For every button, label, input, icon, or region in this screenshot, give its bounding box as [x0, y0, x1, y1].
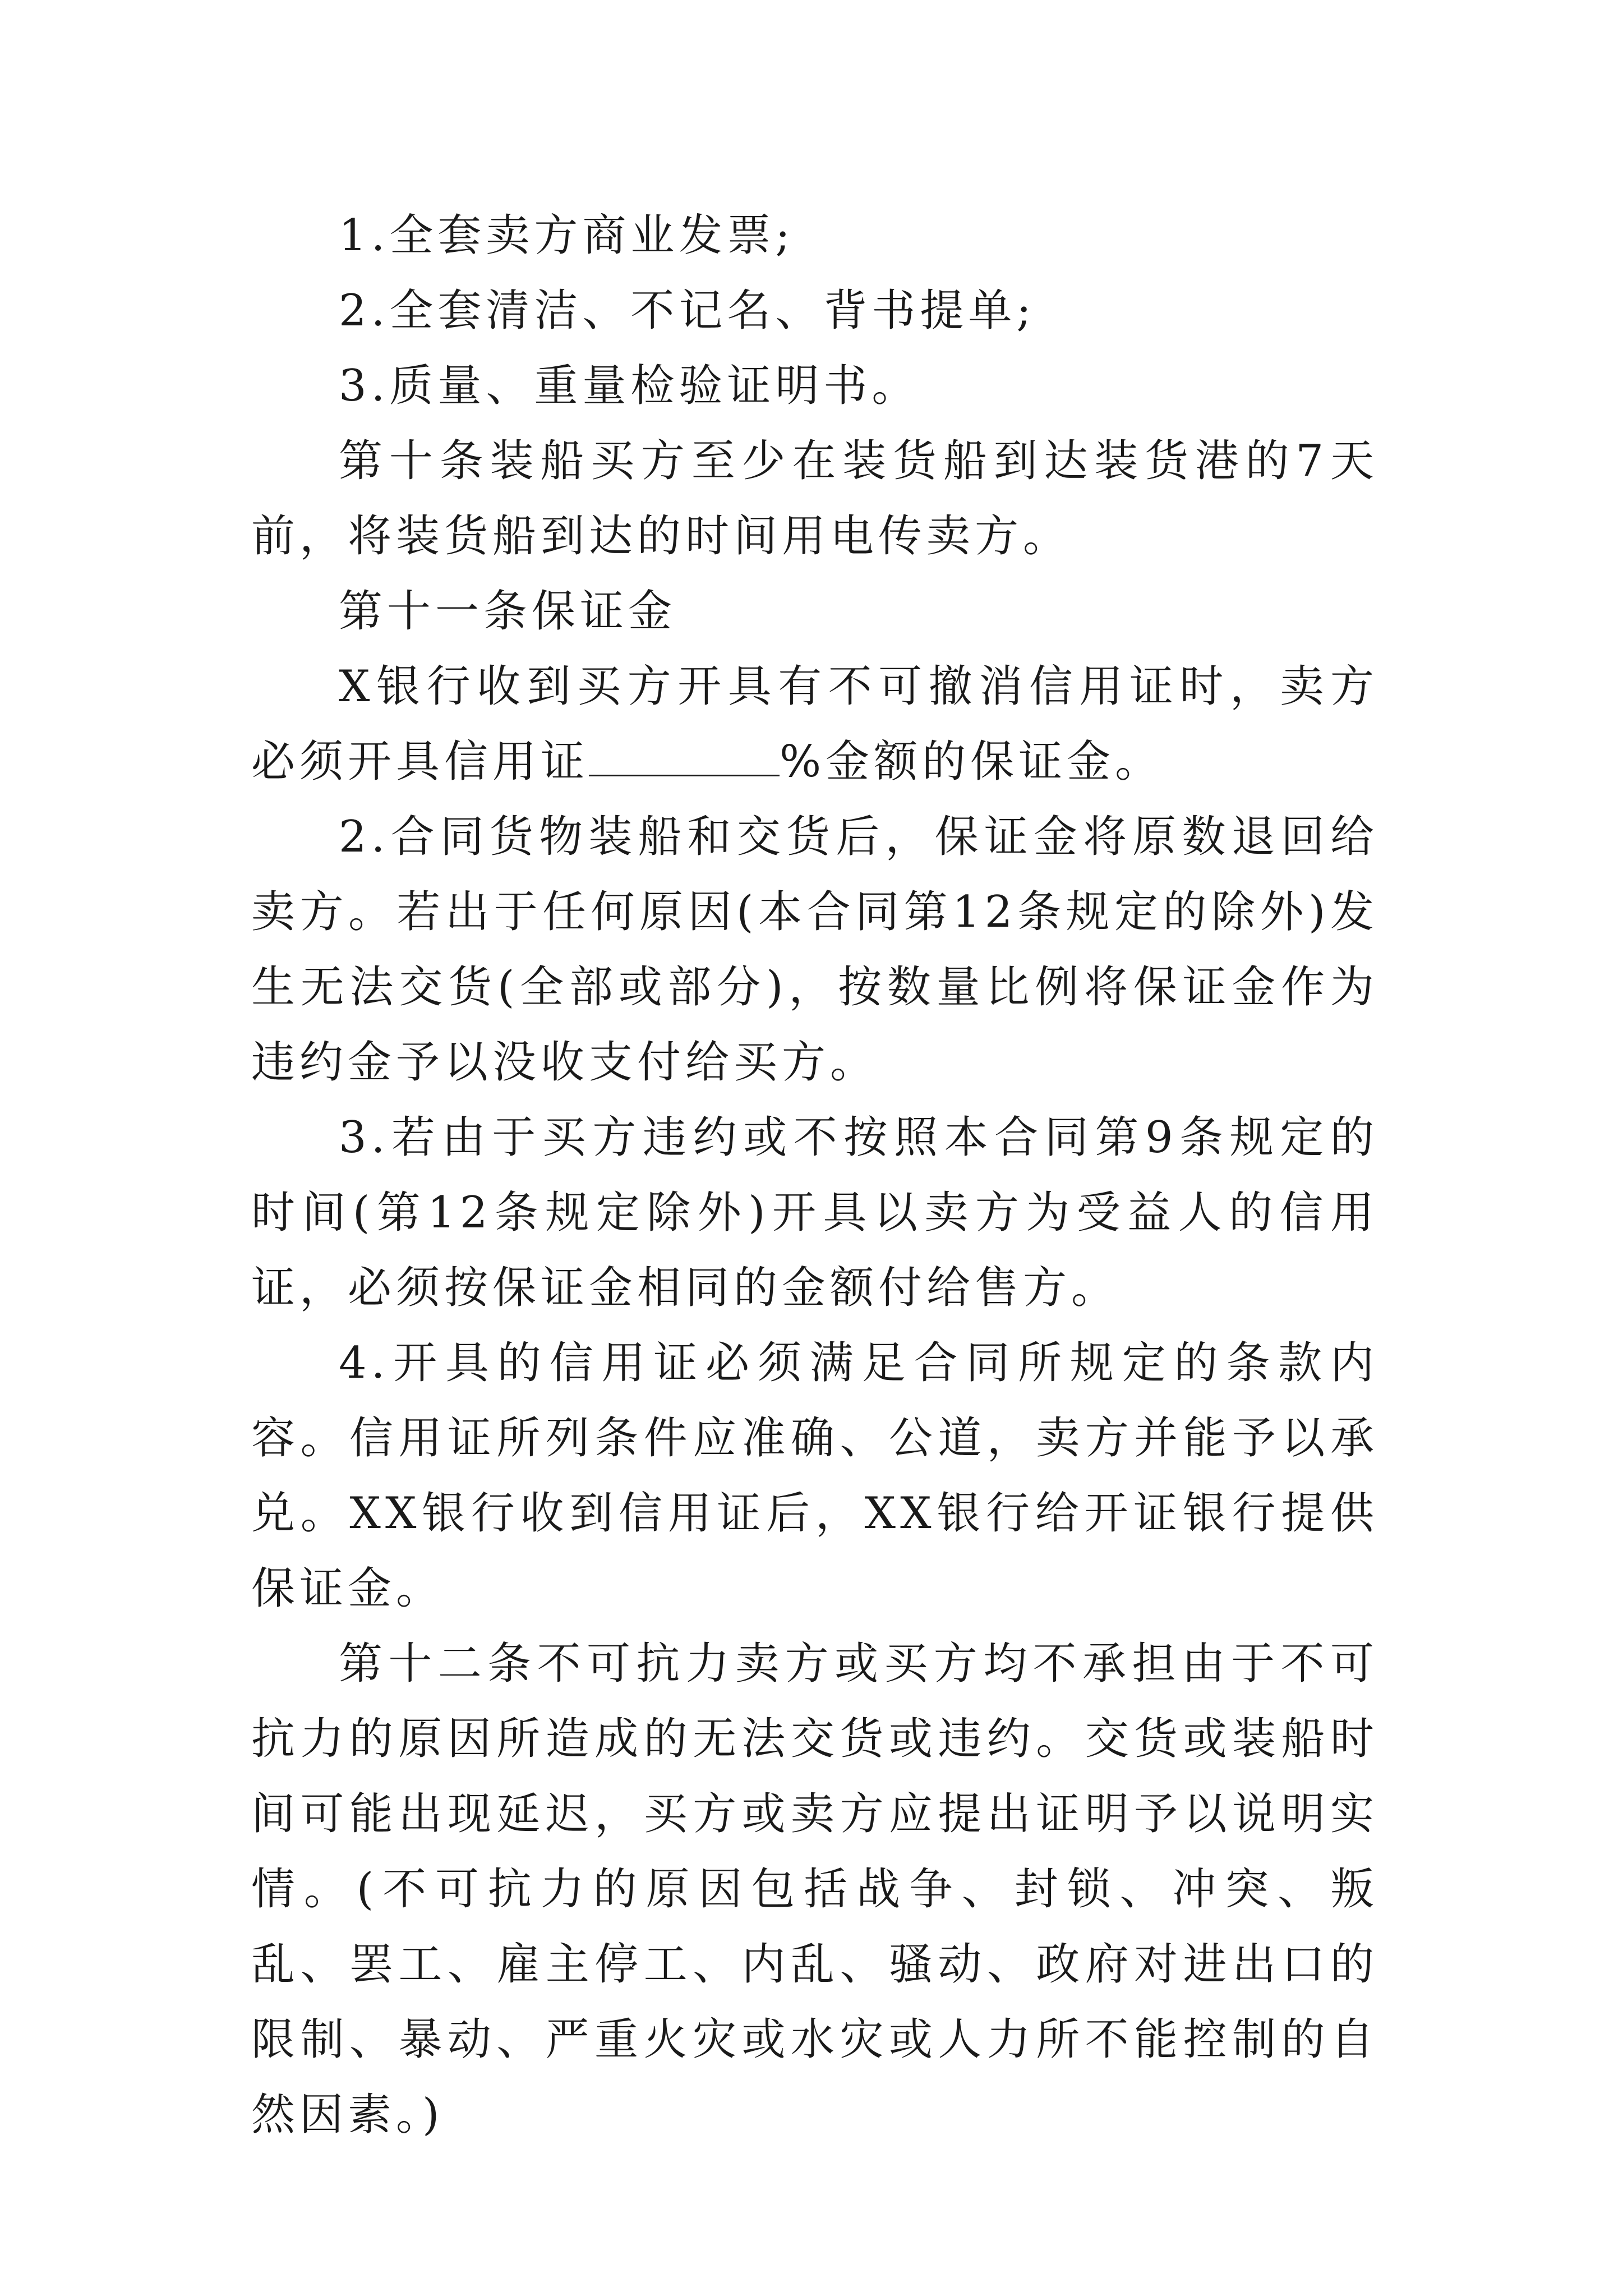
deposit-text-before: X银行收到买方开具有不可撤消信用证时，卖方必须开具信用证 — [251, 661, 1378, 787]
paragraph-credit-requirements: 4.开具的信用证必须满足合同所规定的条款内容。信用证所列条件应准确、公道，卖方并能予以承兑。XX银行收到信用证后，XX银行给开证银行提供保证金。 — [251, 1338, 1378, 1614]
paragraph-invoice: 1.全套卖方商业发票; — [339, 210, 795, 261]
paragraph-article-10-shipment: 第十条装船买方至少在装货船到达装货港的7天前，将装货船到达的时间用电传卖方。 — [251, 436, 1378, 562]
paragraph-deposit-refund: 2.合同货物装船和交货后，保证金将原数退回给卖方。若出于任何原因(本合同第12条规定的除外)发生无法交货(全部或部分)，按数量比例将保证金作为违约金予以没收支付给买方。 — [251, 812, 1378, 1088]
paragraph-article-12-force-majeure: 第十二条不可抗力卖方或买方均不承担由于不可抗力的原因所造成的无法交货或违约。交货或装船时间可能出现延迟，买方或卖方应提出证明予以说明实情。(不可抗力的原因包括战争、封锁、冲突、叛乱、罢工、雇主停工、内乱、骚动、政府对进出口的限制、暴动、严重火灾或水灾或人力所不能控制的自然因素。) — [251, 1639, 1378, 2140]
paragraph-deposit-clause — [251, 649, 1378, 799]
deposit-percentage-blank — [589, 741, 780, 776]
paragraph-inspection-certificate: 3.质量、重量检验证明书。 — [339, 361, 920, 411]
document-page — [251, 198, 1378, 2152]
deposit-text-after: %金额的保证金。 — [780, 737, 1164, 787]
paragraph-article-11-title: 第十一条保证金 — [339, 586, 677, 637]
paragraph-bill-of-lading: 2.全套清洁、不记名、背书提单; — [339, 286, 1036, 336]
paragraph-buyer-default: 3.若由于买方违约或不按照本合同第9条规定的时间(第12条规定除外)开具以卖方为受益人的信用证，必须按保证金相同的金额付给售方。 — [251, 1112, 1378, 1313]
